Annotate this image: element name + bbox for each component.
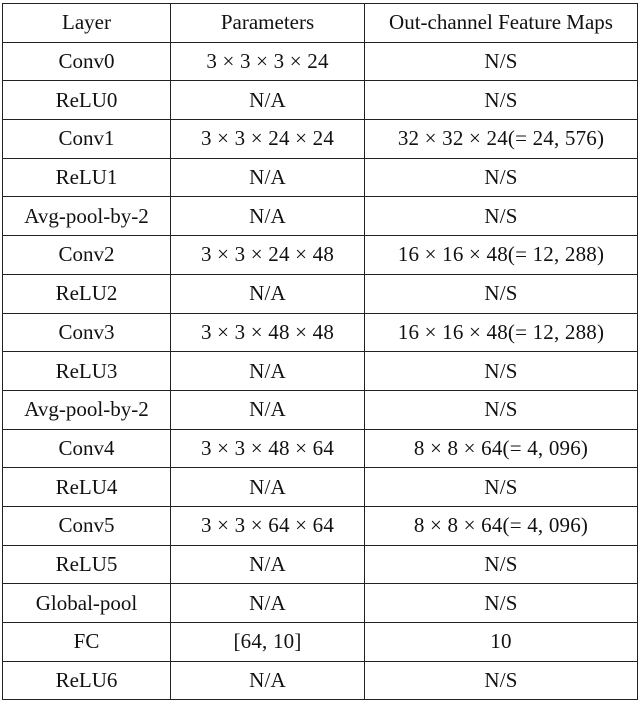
table-row	[3, 623, 638, 662]
feature-maps-cell: N/S	[365, 584, 638, 623]
layer-cell: ReLU1	[3, 158, 171, 197]
parameters-cell: N/A	[171, 158, 365, 197]
feature-maps-cell: 16 × 16 × 48(= 12, 288)	[365, 313, 638, 352]
feature-maps-cell: N/S	[365, 545, 638, 584]
layer-cell: Conv0	[3, 42, 171, 81]
layer-cell: FC	[3, 623, 171, 662]
table-row	[3, 197, 638, 236]
layer-cell: ReLU4	[3, 468, 171, 507]
feature-maps-cell: 8 × 8 × 64(= 4, 096)	[365, 429, 638, 468]
table-row	[3, 274, 638, 313]
table-row	[3, 661, 638, 700]
layer-cell: Avg-pool-by-2	[3, 390, 171, 429]
layer-cell: ReLU0	[3, 81, 171, 120]
header-row	[3, 4, 638, 43]
feature-maps-cell: N/S	[365, 352, 638, 391]
table-row	[3, 313, 638, 352]
layer-cell: ReLU6	[3, 661, 171, 700]
table-row	[3, 584, 638, 623]
feature-maps-cell: N/S	[365, 42, 638, 81]
feature-maps-cell: 10	[365, 623, 638, 662]
parameters-cell: N/A	[171, 81, 365, 120]
parameters-cell: N/A	[171, 584, 365, 623]
layer-cell: Conv2	[3, 236, 171, 275]
table-row	[3, 236, 638, 275]
feature-maps-cell: N/S	[365, 274, 638, 313]
feature-maps-cell: 32 × 32 × 24(= 24, 576)	[365, 120, 638, 159]
table-row	[3, 506, 638, 545]
table-row	[3, 390, 638, 429]
layer-cell: Conv1	[3, 120, 171, 159]
parameters-cell: N/A	[171, 390, 365, 429]
layer-cell: Conv4	[3, 429, 171, 468]
parameters-cell: 3 × 3 × 24 × 48	[171, 236, 365, 275]
feature-maps-cell: N/S	[365, 661, 638, 700]
table-body	[3, 42, 638, 700]
parameters-cell: 3 × 3 × 64 × 64	[171, 506, 365, 545]
layer-cell: ReLU3	[3, 352, 171, 391]
parameters-cell: N/A	[171, 274, 365, 313]
parameters-cell: 3 × 3 × 24 × 24	[171, 120, 365, 159]
parameters-cell: 3 × 3 × 3 × 24	[171, 42, 365, 81]
table-row	[3, 352, 638, 391]
parameters-cell: N/A	[171, 468, 365, 507]
header-feature-maps: Out-channel Feature Maps	[365, 4, 638, 43]
table-row	[3, 120, 638, 159]
table-row	[3, 429, 638, 468]
table-row	[3, 81, 638, 120]
layer-cell: ReLU5	[3, 545, 171, 584]
feature-maps-cell: 16 × 16 × 48(= 12, 288)	[365, 236, 638, 275]
parameters-cell: N/A	[171, 545, 365, 584]
feature-maps-cell: N/S	[365, 197, 638, 236]
feature-maps-cell: N/S	[365, 390, 638, 429]
layer-cell: Conv5	[3, 506, 171, 545]
parameters-cell: N/A	[171, 661, 365, 700]
layer-cell: Global-pool	[3, 584, 171, 623]
parameters-cell: N/A	[171, 197, 365, 236]
parameters-cell: N/A	[171, 352, 365, 391]
table-row	[3, 468, 638, 507]
feature-maps-cell: N/S	[365, 81, 638, 120]
parameters-cell: [64, 10]	[171, 623, 365, 662]
feature-maps-cell: N/S	[365, 158, 638, 197]
parameters-cell: 3 × 3 × 48 × 48	[171, 313, 365, 352]
layer-cell: Conv3	[3, 313, 171, 352]
header-layer: Layer	[3, 4, 171, 43]
layer-cell: ReLU2	[3, 274, 171, 313]
feature-maps-cell: N/S	[365, 468, 638, 507]
table-header	[3, 4, 638, 43]
feature-maps-cell: 8 × 8 × 64(= 4, 096)	[365, 506, 638, 545]
layer-table	[2, 3, 638, 700]
table-row	[3, 545, 638, 584]
table-row	[3, 158, 638, 197]
header-parameters: Parameters	[171, 4, 365, 43]
layer-cell: Avg-pool-by-2	[3, 197, 171, 236]
parameters-cell: 3 × 3 × 48 × 64	[171, 429, 365, 468]
table-row	[3, 42, 638, 81]
